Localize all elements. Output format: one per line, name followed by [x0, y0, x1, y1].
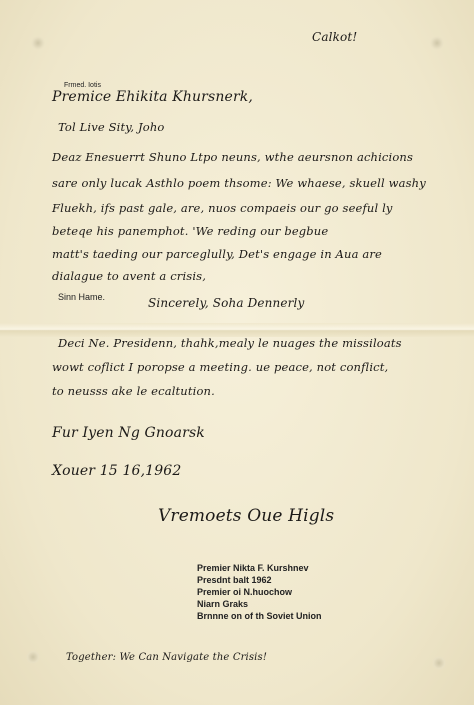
closing-signature: Sincerely, Soha Dennerly [148, 296, 305, 310]
typed-signature-block [197, 562, 322, 622]
motto-line: Together: We Can Navigate the Crisis! [66, 652, 267, 663]
body-line: matt's taeding our parceglully, Det's engage in Aua are [52, 247, 382, 261]
fold-crease [0, 323, 474, 337]
body-line: Fluekh, ifs past gale, are, nuos compaeis our go seeful ly [52, 201, 393, 215]
punch-hole-bottom-left [26, 650, 40, 664]
date-line: Xouer 15 16,1962 [52, 463, 182, 479]
footer-signature: Vremoets Oue Higls [158, 506, 335, 526]
addressee-line: Premice Ehikita Khursnerk, [52, 89, 254, 105]
typed-line: Premier Nikta F. Kurshnev [197, 563, 309, 573]
punch-hole-top [430, 36, 444, 50]
location-line: Tol Live Sity, Joho [58, 120, 165, 134]
reply-line: to neusss ake le ecaltution. [52, 384, 215, 398]
body-line: beteqe his panemphot. 'We reding our begbue [52, 224, 329, 238]
body-line: dialague to avent a crisis, [52, 269, 207, 283]
footer-hand-line: Fur Iyen Ng Gnoarsk [52, 425, 205, 441]
reply-line: Deci Ne. Presidenn, thahk,mealy le nuages the missiloats [58, 336, 402, 350]
typed-line: Premier oi N.huochow [197, 587, 293, 597]
punch-hole-top-left [31, 36, 45, 50]
typed-line: Niarn Graks [197, 599, 249, 609]
typed-line: Brnnne on of th Soviet Union [197, 611, 322, 621]
body-line: sare only lucak Asthlo poem thsome: We whaese, skuell washy [52, 176, 426, 190]
header-small-label: Frmed. Iotis [64, 82, 101, 89]
reply-line: wowt coflict I poropse a meeting. ue peace, not conflict, [52, 360, 389, 374]
corner-note: Calkot! [312, 30, 358, 44]
punch-hole-bottom-right [432, 656, 446, 670]
typed-line: Presdnt balt 1962 [197, 575, 272, 585]
closing-label: Sinn Hame. [58, 292, 106, 302]
body-line: Deaz Enesuerrt Shuno Ltpo neuns, wthe aeursnon achicions [52, 150, 414, 164]
